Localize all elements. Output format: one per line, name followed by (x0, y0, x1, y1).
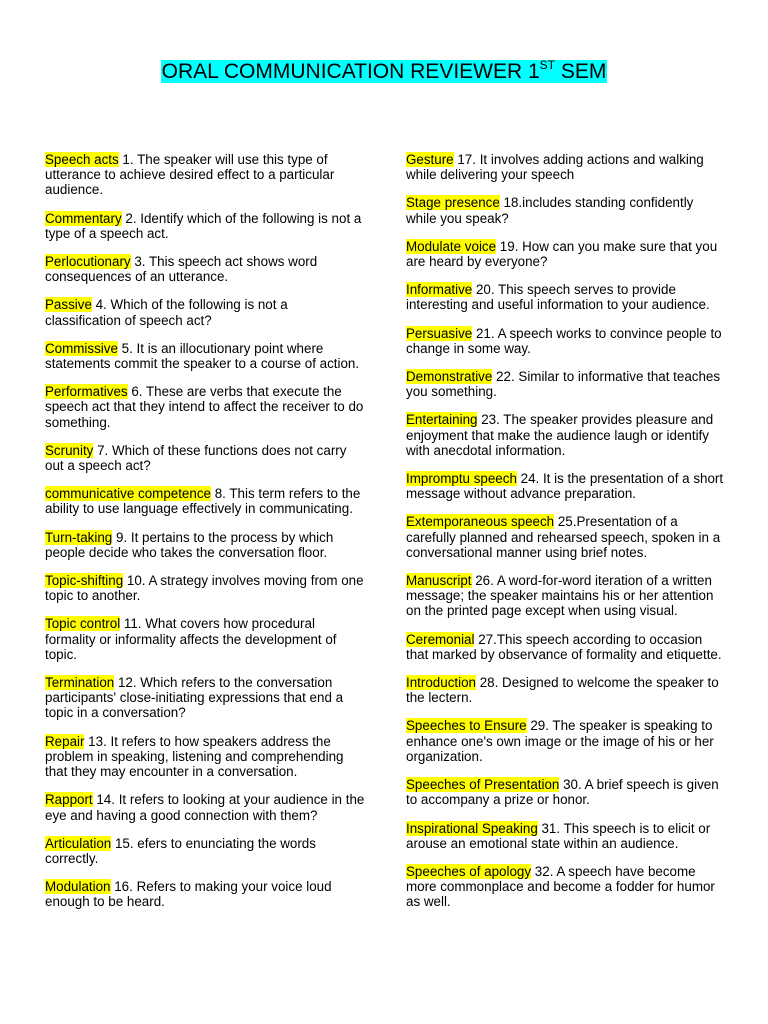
highlighted-term: Scrunity (45, 442, 94, 458)
highlighted-term: Manuscript (406, 573, 472, 589)
reviewer-item (406, 632, 726, 662)
highlighted-term: Commentary (45, 210, 122, 226)
item-description: 26. A word-for-word iteration of a written message; the speaker maintains his or her attention on the printed page except when using visual. (406, 573, 714, 619)
highlighted-term: Extemporaneous speech (406, 514, 555, 530)
title-main: ORAL COMMUNICATION REVIEWER 1 (161, 60, 540, 83)
reviewer-item (406, 471, 726, 501)
reviewer-item (45, 384, 365, 430)
highlighted-term: Persuasive (406, 325, 473, 341)
item-description: 11. What covers how procedural formality or informality affects the development of topic. (45, 616, 337, 662)
reviewer-item (45, 530, 365, 560)
item-description: 4. Which of the following is not a classification of speech act? (45, 297, 288, 328)
title-highlight (161, 60, 608, 83)
reviewer-item (406, 514, 726, 560)
highlighted-term: Introduction (406, 675, 476, 691)
item-description: 8. This term refers to the ability to use language effectively in communicating. (45, 486, 361, 517)
item-description: 1. The speaker will use this type of utterance to achieve desired effect to a particular audience. (45, 152, 335, 198)
item-description: 9. It pertains to the process by which people decide who takes the conversation floor. (45, 529, 334, 560)
item-description: 20. This speech serves to provide interesting and useful information to your audience. (406, 282, 710, 313)
highlighted-term: Repair (45, 733, 85, 749)
highlighted-term: Termination (45, 675, 115, 691)
highlighted-term: Perlocutionary (45, 254, 131, 270)
item-description: 15. efers to enunciating the words correctly. (45, 835, 316, 866)
item-description: 22. Similar to informative that teaches you something. (406, 369, 721, 400)
reviewer-item (406, 777, 726, 807)
reviewer-item (406, 573, 726, 619)
item-description: 10. A strategy involves moving from one topic to another. (45, 573, 364, 604)
highlighted-term: Rapport (45, 792, 93, 808)
reviewer-item (406, 326, 726, 356)
highlighted-term: Speeches of apology (406, 863, 532, 879)
reviewer-item (45, 675, 365, 721)
item-description: 25.Presentation of a carefully planned and rehearsed speech, spoken in a conversational manner using brief notes. (406, 514, 721, 560)
item-description: 27.This speech according to occasion that marked by observance of formality and etiquette. (406, 631, 722, 662)
highlighted-term: Impromptu speech (406, 471, 517, 487)
reviewer-item (45, 211, 365, 241)
title-superscript: ST (539, 58, 556, 72)
highlighted-term: Informative (406, 282, 473, 298)
highlighted-term: Commissive (45, 340, 118, 356)
reviewer-item (45, 152, 365, 198)
highlighted-term: Inspirational Speaking (406, 820, 538, 836)
reviewer-item (45, 616, 365, 662)
highlighted-term: Articulation (45, 835, 112, 851)
highlighted-term: Speech acts (45, 152, 119, 167)
reviewer-item (406, 282, 726, 312)
item-description: 24. It is the presentation of a short message without advance preparation. (406, 471, 724, 502)
item-description: 28. Designed to welcome the speaker to the lectern. (406, 675, 719, 706)
highlighted-term: Modulate voice (406, 238, 497, 254)
highlighted-term: Speeches of Presentation (406, 777, 560, 793)
reviewer-item (45, 341, 365, 371)
item-description: 3. This speech act shows word consequences of an utterance. (45, 254, 318, 285)
reviewer-item (45, 879, 365, 909)
reviewer-item (45, 836, 365, 866)
item-description: 18.includes standing confidently while you speak? (406, 195, 694, 226)
reviewer-item (45, 734, 365, 780)
item-description: 30. A brief speech is given to accompany a prize or honor. (406, 777, 719, 808)
highlighted-term: Modulation (45, 879, 111, 895)
item-description: 2. Identify which of the following is not a type of a speech act. (45, 210, 362, 241)
item-description: 12. Which refers to the conversation participants' close-initiating expressions that end a topic in a conversation? (45, 675, 344, 721)
reviewer-item (406, 718, 726, 764)
reviewer-item (406, 239, 726, 269)
item-description: 32. A speech have become more commonplace and become a fodder for humor as well. (406, 863, 715, 910)
highlighted-term: communicative competence (45, 486, 211, 502)
highlighted-term: Demonstrative (406, 369, 493, 385)
highlighted-term: Performatives (45, 384, 128, 400)
item-description: 7. Which of these functions does not carry out a speech act? (45, 442, 347, 474)
item-description: 19. How can you make sure that you are heard by everyone? (406, 238, 718, 270)
item-description: 21. A speech works to convince people to change in some way. (406, 325, 722, 356)
reviewer-item (45, 792, 365, 822)
item-description: 5. It is an illocutionary point where statements commit the speaker to a course of action. (45, 340, 360, 372)
title-tail: SEM (555, 60, 607, 83)
highlighted-term: Passive (45, 297, 92, 313)
reviewer-item (406, 195, 726, 225)
item-description: 14. It refers to looking at your audience in the eye and having a good connection with them? (45, 792, 365, 823)
highlighted-term: Ceremonial (406, 631, 475, 647)
highlighted-term: Entertaining (406, 412, 478, 428)
item-description: 6. These are verbs that execute the speech act that they intend to affect the receiver to do something. (45, 384, 364, 430)
reviewer-item (406, 369, 726, 399)
highlighted-term: Stage presence (406, 195, 500, 211)
reviewer-item (45, 297, 365, 327)
reviewer-item (406, 152, 726, 182)
highlighted-term: Turn-taking (45, 529, 113, 545)
item-description: 23. The speaker provides pleasure and enjoyment that make the audience laugh or identify with anecdotal information. (406, 412, 714, 458)
item-description: 29. The speaker is speaking to enhance one's own image or the image of his or her organization. (406, 718, 714, 764)
page-title (0, 52, 768, 87)
right-column (406, 152, 726, 923)
highlighted-term: Speeches to Ensure (406, 718, 527, 734)
reviewer-item (45, 486, 365, 516)
item-description: 16. Refers to making your voice loud enough to be heard. (45, 879, 332, 910)
item-description: 17. It involves adding actions and walking while delivering your speech (406, 152, 704, 183)
reviewer-item (45, 254, 365, 284)
reviewer-item (406, 675, 726, 705)
reviewer-item (406, 864, 726, 910)
highlighted-term: Topic-shifting (45, 573, 124, 589)
reviewer-item (406, 821, 726, 851)
item-description: 31. This speech is to elicit or arouse an emotional state within an audience. (406, 820, 711, 851)
reviewer-item (45, 443, 365, 473)
highlighted-term: Topic control (45, 616, 121, 632)
left-column (45, 152, 365, 923)
highlighted-term: Gesture (406, 152, 454, 167)
reviewer-item (45, 573, 365, 603)
item-description: 13. It refers to how speakers address the problem in speaking, listening and comprehending that they may encounter in a conversation. (45, 733, 344, 780)
reviewer-item (406, 412, 726, 458)
